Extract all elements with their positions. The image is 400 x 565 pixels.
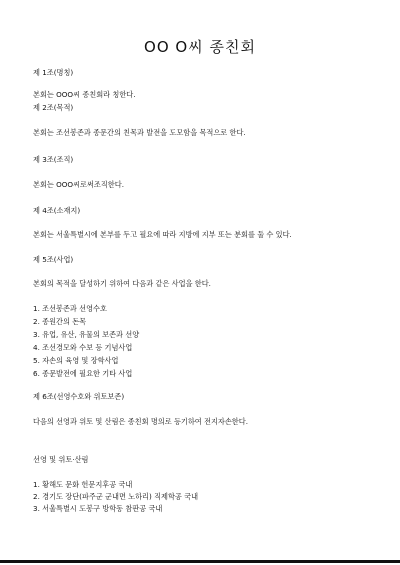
list-item: 4. 조선경모와 수보 등 기념사업 xyxy=(33,343,133,352)
list-item: 2. 종원간의 돈목 xyxy=(33,317,87,326)
article-2-body: 본회는 조선봉존과 종문간의 친목과 발전을 도모함을 목적으로 한다. xyxy=(33,128,246,137)
page-bottom-border xyxy=(0,560,400,563)
list-item: 5. 자손의 육영 및 장학사업 xyxy=(33,356,119,365)
article-3-heading: 제 3조(조직) xyxy=(33,155,74,164)
list-item: 3. 유업, 유산, 유물의 보존과 선양 xyxy=(33,330,140,339)
article-5-body: 본회의 목적을 달성하기 위하여 다음과 같은 사업을 한다. xyxy=(33,279,211,288)
article-1-body: 본회는 OOO씨 종친회라 칭한다. xyxy=(33,90,136,99)
document-title: OO O씨 종친회 xyxy=(144,38,256,56)
list-item: 2. 경기도 장단(파주군 군내면 노하리) 직제학공 국내 xyxy=(33,492,199,501)
article-2-heading: 제 2조(목적) xyxy=(33,103,74,112)
article-6-body: 다음의 선영과 위토 및 산림은 종친회 명의로 등기하여 전지자손한다. xyxy=(33,417,248,426)
list-item: 6. 종문발전에 필요한 기타 사업 xyxy=(33,369,133,378)
list-item: 1. 황해도 문화 헌문지후공 국내 xyxy=(33,480,133,489)
article-4-body: 본회는 서울특별시에 본부를 두고 필요에 따라 지방에 지부 또는 분회를 둘 수 있다. xyxy=(33,230,292,239)
article-6-heading: 제 6조(선영수호와 위토보존) xyxy=(33,392,125,401)
list-item: 1. 조선봉존과 선영수호 xyxy=(33,304,107,313)
sites-heading: 선영 및 위토·산림 xyxy=(33,455,89,464)
article-5-heading: 제 5조(사업) xyxy=(33,255,74,264)
list-item: 3. 서울특별시 도봉구 방학동 참판공 국내 xyxy=(33,504,163,513)
article-4-heading: 제 4조(소재지) xyxy=(33,206,81,215)
article-3-body: 본회는 OOO씨로써조직한다. xyxy=(33,180,124,189)
article-1-heading: 제 1조(명칭) xyxy=(33,68,74,77)
